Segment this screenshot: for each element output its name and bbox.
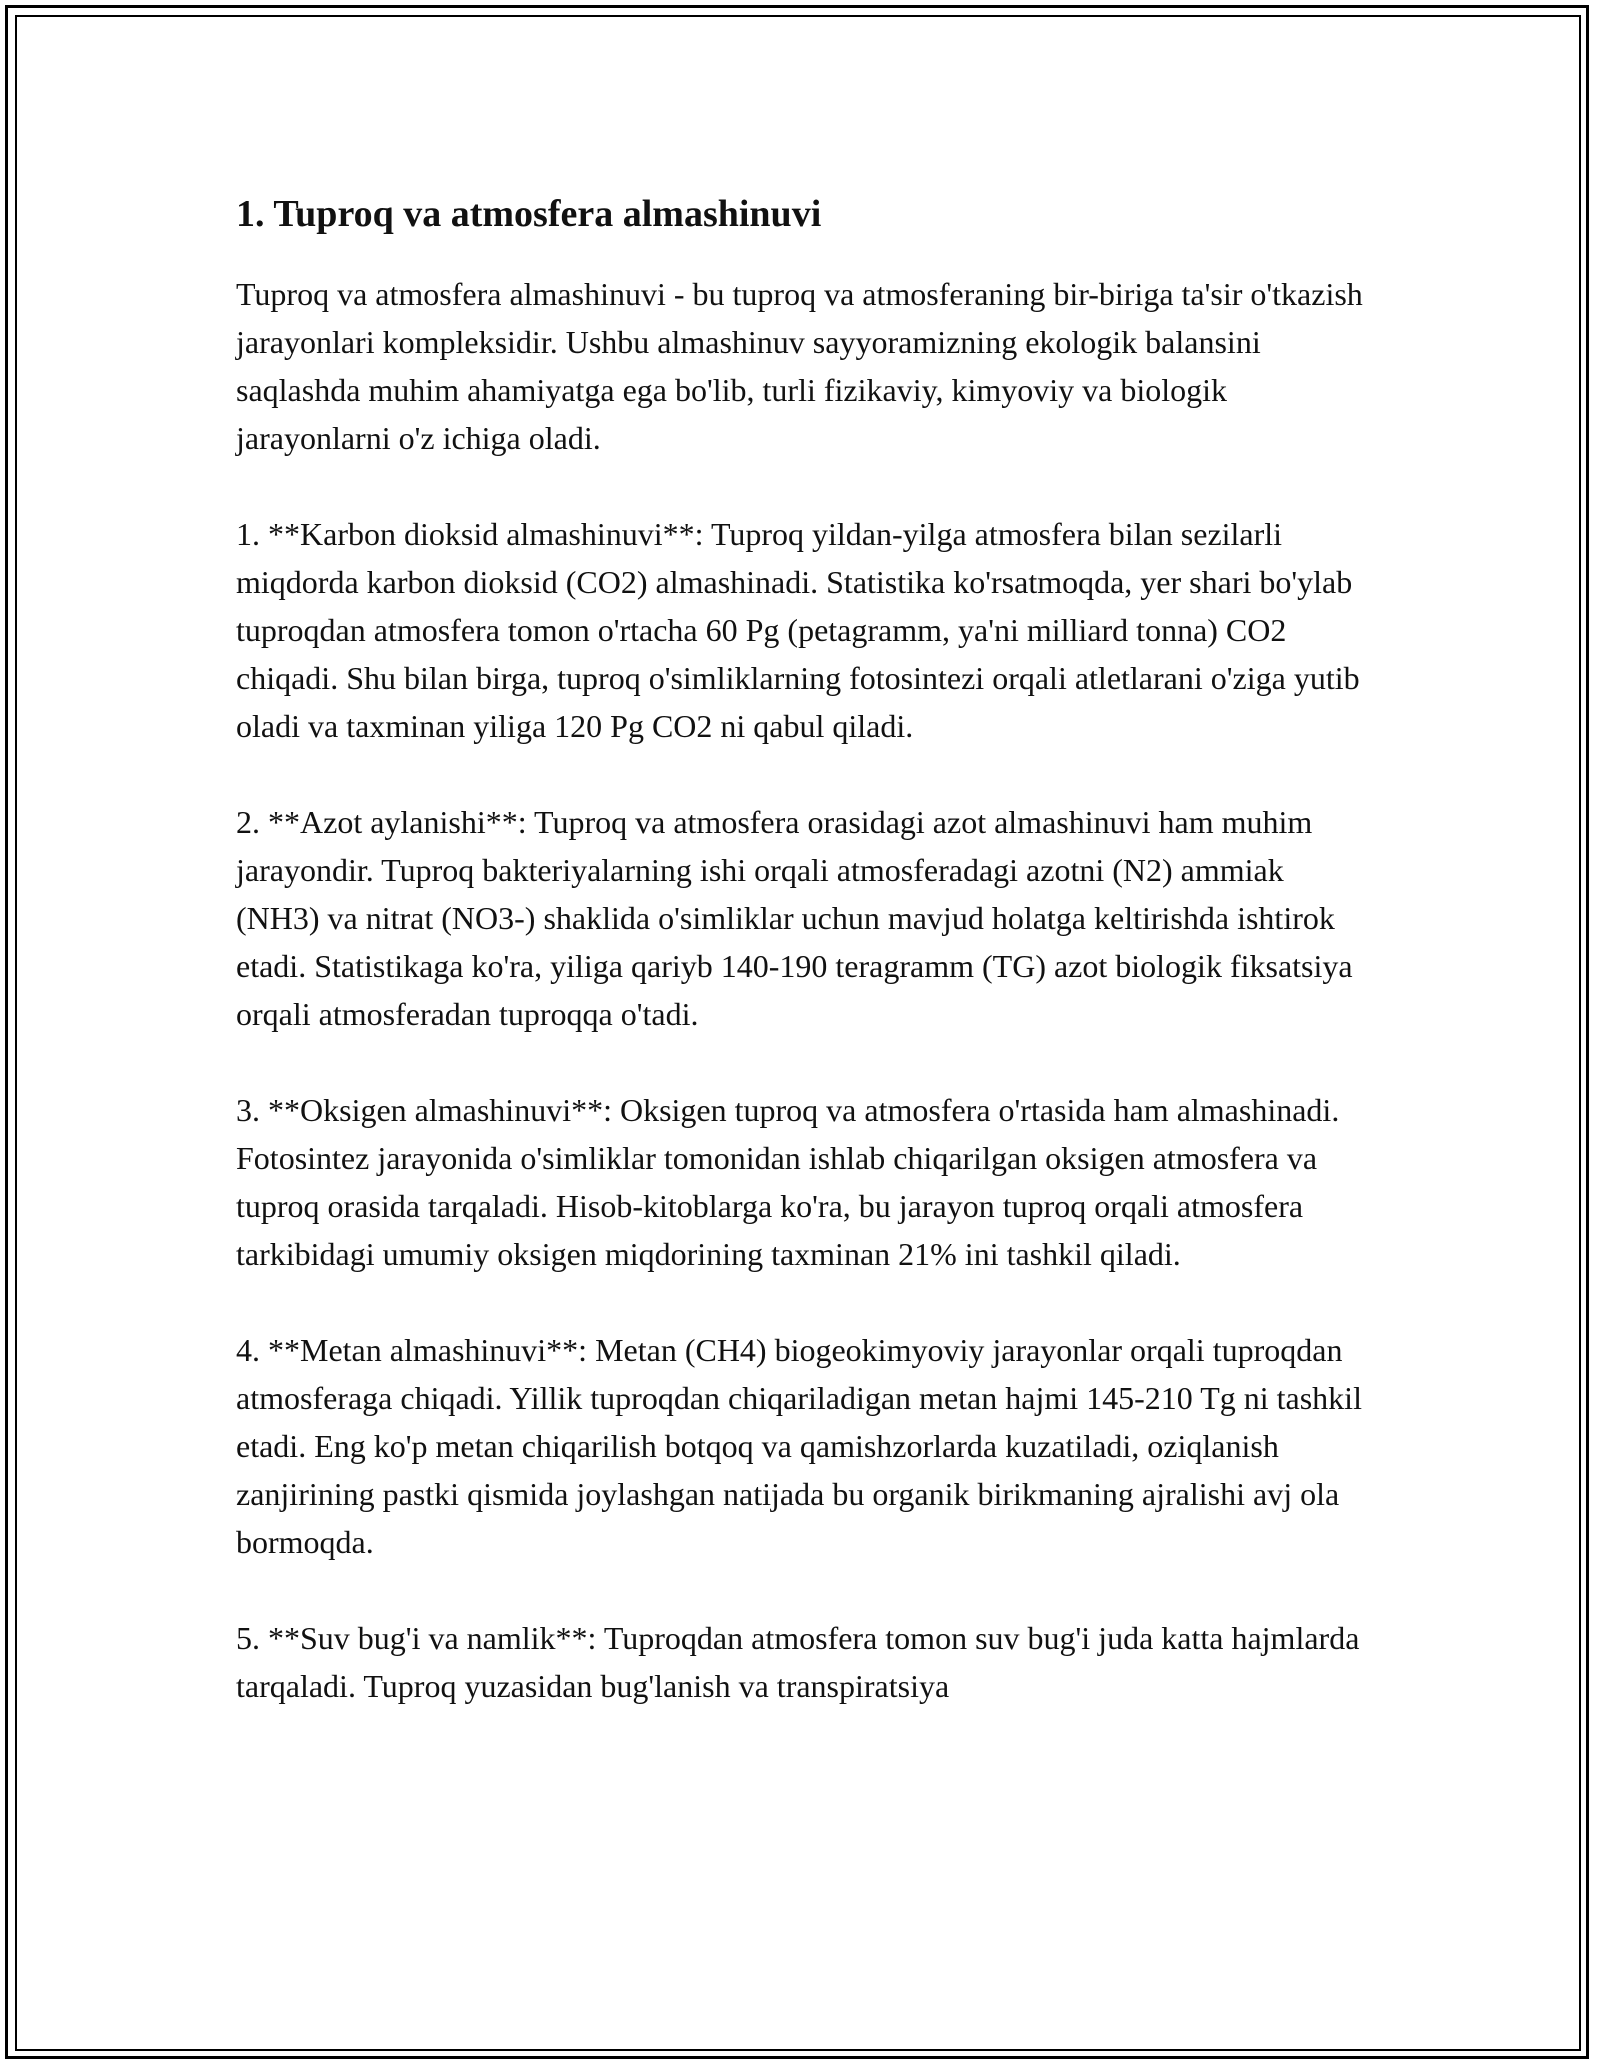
paragraph-water-vapor: 5. **Suv bug'i va namlik**: Tuproqdan atmosfera tomon suv bug'i juda katta hajmlarda tarqaladi. Tuproq yuzasidan bug'lanish va transpiratsiya <box>236 1620 1360 1704</box>
page-title: 1. Tuproq va atmosfera almashinuvi <box>236 193 822 235</box>
paragraph-nitrogen: 2. **Azot aylanishi**: Tuproq va atmosfera orasidagi azot almashinuvi ham muhim jarayondir. Tuproq bakteriyalarning ishi orqali atmosferadagi azotni (N2) ammiak (NH3) va nitrat (NO3-) shaklida o'simliklar uchun mavjud holatga keltirishda ishtirok etadi. Statistikaga ko'ra, yiliga qariyb 140-190 teragramm (TG) azot biologik fiksatsiya orqali atmosferadan tuproqqa o'tadi. <box>236 804 1353 1032</box>
paragraph-oxygen: 3. **Oksigen almashinuvi**: Oksigen tuproq va atmosfera o'rtasida ham almashinadi. Fotosintez jarayonida o'simliklar tomonidan ishlab chiqarilgan oksigen atmosfera va tuproq orasida tarqaladi. Hisob-kitoblarga ko'ra, bu jarayon tuproq orqali atmosfera tarkibidagi umumiy oksigen miqdorining taxminan 21% ini tashkil qiladi. <box>236 1092 1340 1272</box>
intro-paragraph: Tuproq va atmosfera almashinuvi - bu tuproq va atmosferaning bir-biriga ta'sir o'tkazish jarayonlari kompleksidir. Ushbu almashinuv sayyoramizning ekologik balansini saqlashda muhim ahamiyatga ega bo'lib, turli fizikaviy, kimyoviy va biologik jarayonlarni o'z ichiga oladi. <box>236 276 1363 456</box>
paragraph-methane: 4. **Metan almashinuvi**: Metan (CH4) biogeokimyoviy jarayonlar orqali tuproqdan atmosferaga chiqadi. Yillik tuproqdan chiqariladigan metan hajmi 145-210 Tg ni tashkil etadi. Eng ko'p metan chiqarilish botqoq va qamishzorlarda kuzatiladi, oziqlanish zanjirining pastki qismida joylashgan natijada bu organik birikmaning ajralishi avj ola bormoqda. <box>236 1332 1362 1560</box>
document-body <box>236 186 1372 1758</box>
paragraph-carbon-dioxide: 1. **Karbon dioksid almashinuvi**: Tuproq yildan-yilga atmosfera bilan sezilarli miqdorda karbon dioksid (CO2) almashinadi. Statistika ko'rsatmoqda, yer shari bo'ylab tuproqdan atmosfera tomon o'rtacha 60 Pg (petagramm, ya'ni milliard tonna) CO2 chiqadi. Shu bilan birga, tuproq o'simliklarning fotosintezi orqali atletlarani o'ziga yutib oladi va taxminan yiliga 120 Pg CO2 ni qabul qiladi. <box>236 516 1360 744</box>
